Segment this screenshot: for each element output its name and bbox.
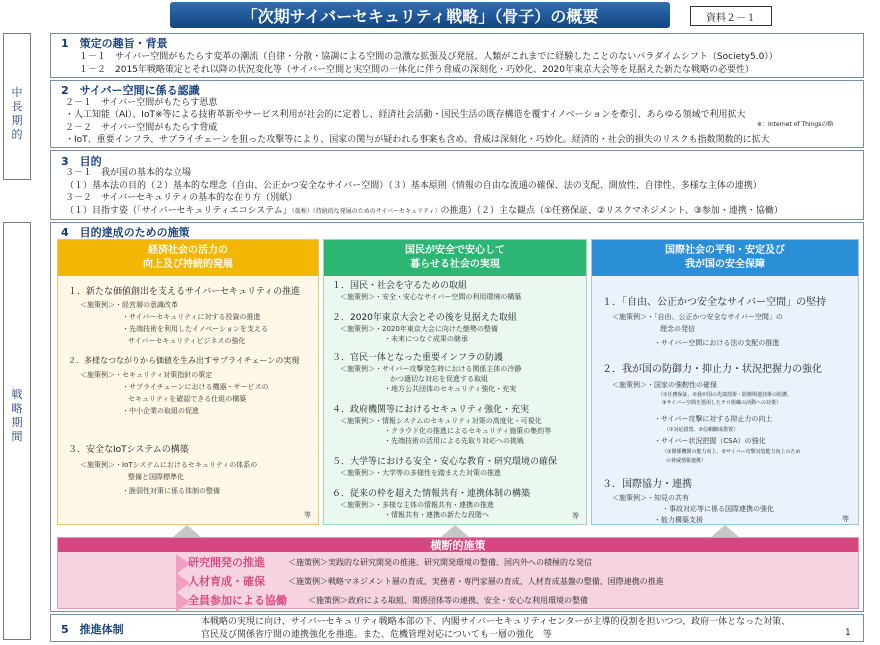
- section-title: 4 目的達成のための施策: [61, 226, 190, 239]
- example-line: ・中小企業の取組の促進: [122, 407, 199, 415]
- footnote: ※：Internet of Thingsの略: [757, 121, 834, 128]
- measure-title: ２．我が国の防御力・抑止力・状況把握力の強化: [602, 364, 822, 375]
- example-line: ＜施策例＞・セキュリティ対策指針の策定: [80, 371, 213, 379]
- side-label-strategy-text: 戦 略 期 間: [11, 388, 23, 443]
- example-line: ・サイバーセキュリティに対する投資の推進: [122, 313, 261, 321]
- pillar-header: [58, 240, 318, 276]
- section-line-part: の推進）（２）主な観点（①任務保証、②リスクマネジメント、③参加・連携・協働）: [440, 206, 783, 216]
- example-line: ＜施策例＞・知見の共有: [612, 494, 689, 502]
- example-line: サイバーセキュリティビジネスの強化: [128, 337, 246, 345]
- section-background: [50, 33, 864, 78]
- section-line: １－１ サイバー空間がもたらす変革の潮流（自律・分散・協調による空間の急激な拡張及び発展、人類がこれまでに経験したことのないパラダイムシフト（Society5.0））: [79, 52, 778, 62]
- side-label-mid-long: [3, 33, 31, 180]
- pillar-header-line: 暮らせる社会の実現: [410, 259, 500, 270]
- section-title: 3 目的: [61, 155, 102, 168]
- section-line: 本戦略の実現に向け、サイバーセキュリティ戦略本部の下、内閣サイバーセキュリティセンターが主導的役割を担いつつ、政府一体となった対策、: [201, 617, 791, 627]
- pillar-header-line: 国際社会の平和・安定及び: [665, 245, 785, 256]
- measure-title: １．国民・社会を守るための取組: [332, 281, 468, 291]
- pillar-header-line: 国民が安全で安心して: [405, 245, 505, 256]
- section-line-note: （仮称）（持続的な発展のためのサイバーセキュリティ）: [291, 208, 441, 215]
- pillar-citizens: [323, 239, 587, 525]
- example-line: ＜施策例＞・情報システムのセキュリティ対策の高度化・可視化: [340, 417, 542, 425]
- example-line: ・サイバー攻撃に対する抑止力の向上: [654, 415, 773, 423]
- example-line: ③サイバー空間を悪用したテロ組織の活動への対策）: [662, 400, 782, 406]
- example-line: ＜施策例＞・大学等の多様性を踏まえた対策の推進: [340, 469, 501, 477]
- pillar-economy: [57, 239, 319, 525]
- example-line: ・先端技術を利用したイノベーションを支える: [122, 325, 269, 333]
- section-line: ・人工知能（AI）、IoT※等による技術革新やサービス利用が社会的に定着し、経済社会活動・国民生活の既存構造を覆すイノベーションを牽引、あらゆる領域で利用拡大: [65, 110, 746, 120]
- section-line: ３－２ サイバーセキュリティの基本的な在り方（別紙）: [65, 193, 298, 203]
- example-line: ＜施策例＞・経営層の意識改革: [80, 301, 178, 309]
- example-line: の脅威情報連携）: [666, 458, 707, 464]
- pillar-header-line: 向上及び持続的発展: [143, 259, 233, 270]
- cross-label: 人材育成・確保: [188, 575, 265, 588]
- page-number: 1: [845, 628, 851, 638]
- section-line: （１）基本法の目的（２）基本的な理念（自由、公正かつ安全なサイバー空間）（３）基本原則（情報の自由な流通の確保、法の支配、開放性、自律性、多様な主体の連携）: [65, 181, 762, 191]
- cross-label: 全員参加による協働: [188, 594, 287, 607]
- example-line: かつ適切な対応を促進する取組: [390, 375, 488, 383]
- measure-title: １．「自由、公正かつ安全なサイバー空間」の堅持: [602, 297, 827, 308]
- up-arrow-icon: [711, 525, 739, 537]
- cross-cutting-panel: [57, 537, 859, 609]
- section-line: ２－１ サイバー空間がもたらす恩恵: [65, 98, 218, 108]
- example-line: （①任務保証、②我が国の先端技術・防衛関連技術の防護、: [658, 392, 792, 398]
- etc-mark: 等: [304, 511, 311, 519]
- example-line: （①関係機関の能力向上、②サイバー攻撃対処能力向上のため: [662, 449, 801, 455]
- side-label-mid-long-text: 中 長 期 的: [11, 86, 23, 141]
- example-line: （①対応措置、②信頼醸成措置）: [664, 427, 738, 433]
- example-line: ＜施策例＞・国家の強靭性の確保: [612, 381, 717, 389]
- document-number-badge: 資料２－１: [690, 6, 772, 26]
- measure-title: ３．官民一体となった重要インフラの防護: [332, 353, 504, 363]
- cross-text: ＜施策例＞実践的な研究開発の推進、研究開発環境の整備、国内外への積極的な発信: [288, 558, 592, 567]
- example-line: ・サイバー空間における法の支配の推進: [654, 339, 780, 347]
- section-line: [65, 207, 783, 216]
- section-background: [50, 80, 864, 148]
- section-line: 官民及び関係省庁間の連携強化を推進。また、危機管理対応についても一層の強化 等: [201, 630, 552, 640]
- measure-title: １．新たな価値創出を支えるサイバーセキュリティの推進: [68, 287, 301, 297]
- section-background: [50, 222, 864, 612]
- example-line: ・脆弱性対策に係る体制の整備: [122, 487, 220, 495]
- section-line: ３－１ 我が国の基本的な立場: [65, 168, 192, 178]
- example-line: ・能力構築支援: [654, 516, 703, 524]
- example-line: ・クラウド化の推進によるセキュリティ施策の集約等: [384, 427, 552, 435]
- measure-title: ６．従来の枠を超えた情報共有・連携体制の構築: [332, 489, 531, 499]
- section-line: １－２ 2015年戦略策定とそれ以降の状況変化等（サイバー空間と実空間の一体化に伴う脅威の深刻化・巧妙化、2020年東京大会等を見据えた新たな戦略の必要性）: [79, 65, 755, 75]
- pillar-header-line: 我が国の安全保障: [685, 259, 765, 270]
- up-arrow-icon: [173, 525, 201, 537]
- section-background: [50, 614, 864, 642]
- title-text: 「次期サイバーセキュリティ戦略」（骨子）の概要: [241, 6, 599, 26]
- measure-title: ２．多様なつながりから価値を生み出すサプライチェーンの実現: [68, 356, 300, 365]
- etc-mark: 等: [572, 512, 579, 520]
- pillar-header: [324, 240, 586, 276]
- example-line: ＜施策例＞・サイバー攻撃発生時における関係主体の冷静: [340, 365, 522, 373]
- example-line: ・事故対応等に係る国際連携の強化: [662, 505, 774, 513]
- example-line: ・情報共有・連携の新たな段階へ: [384, 511, 489, 519]
- section-title: 1 策定の趣旨・背景: [61, 37, 168, 50]
- section-title: 2 サイバー空間に係る認識: [61, 84, 200, 97]
- section-line-part: （１）目指す姿（「サイバーセキュリティエコシステム」: [65, 206, 292, 216]
- example-line: セキュリティを確認できる仕組の構築: [128, 395, 247, 403]
- example-line: ＜施策例＞・IoTシステムにおけるセキュリティの体系の: [80, 461, 258, 469]
- section-background: [50, 150, 864, 220]
- section-line: ・IoT、重要インフラ、サプライチェーンを狙った攻撃等により、国家の関与が疑われる事案も含め、脅威は深刻化・巧妙化。経済的・社会的損失のリスクも指数関数的に拡大: [65, 135, 770, 145]
- example-line: ＜施策例＞・「自由、公正かつ安全なサイバー空間」の: [612, 313, 783, 321]
- example-line: ＜施策例＞・2020年東京大会に向けた態勢の整備: [340, 325, 498, 333]
- measure-title: ３．国際協力・連携: [602, 479, 692, 490]
- example-line: ・未来につなぐ成果の継承: [384, 335, 468, 343]
- measure-title: ３．安全なIoTシステムの構築: [68, 445, 189, 455]
- measure-title: ４．政府機関等におけるセキュリティ強化・充実: [332, 405, 530, 415]
- example-line: 整備と国際標準化: [128, 473, 184, 481]
- example-line: ＜施策例＞・安全・安心なサイバー空間の利用環境の構築: [340, 293, 522, 301]
- example-line: ＜施策例＞・多様な主体の情報共有・連携の推進: [340, 501, 494, 509]
- pillar-header: [592, 240, 858, 276]
- example-line: ・先端技術の活用による先取り対応への挑戦: [384, 437, 524, 445]
- cross-cutting-header: 横断的施策: [58, 538, 858, 552]
- section-title: 5 推進体制: [61, 623, 124, 636]
- example-line: 理念の発信: [660, 325, 695, 333]
- example-line: ・地方公共団体のセキュリティ強化・充実: [384, 385, 517, 393]
- example-line: ・サイバー状況把握（CSA）の強化: [654, 437, 766, 445]
- pillar-header-line: 経済社会の活力の: [148, 245, 228, 256]
- cross-text: ＜施策例＞戦略マネジメント層の育成、実務者・専門家層の育成、人材育成基盤の整備、国際連携の推進: [288, 577, 664, 586]
- cross-label: 研究開発の推進: [188, 556, 265, 569]
- measure-title: ５．大学等における安全・安心な教育・研究環境の確保: [332, 457, 558, 467]
- side-label-strategy: [3, 222, 31, 640]
- cross-text: ＜施策例＞政府による取組、関係団体等の連携、安全・安心な利用環境の整備: [308, 596, 588, 605]
- measure-title: ２．2020年東京大会とその後を見据えた取組: [332, 313, 517, 323]
- section-line: ２－２ サイバー空間がもたらす脅威: [65, 123, 218, 133]
- etc-mark: 等: [842, 515, 849, 523]
- page-title: [170, 2, 670, 28]
- up-arrow-icon: [441, 525, 469, 537]
- example-line: ・サプライチェーンにおける機器・サービスの: [122, 383, 269, 391]
- pillar-security: [591, 239, 859, 525]
